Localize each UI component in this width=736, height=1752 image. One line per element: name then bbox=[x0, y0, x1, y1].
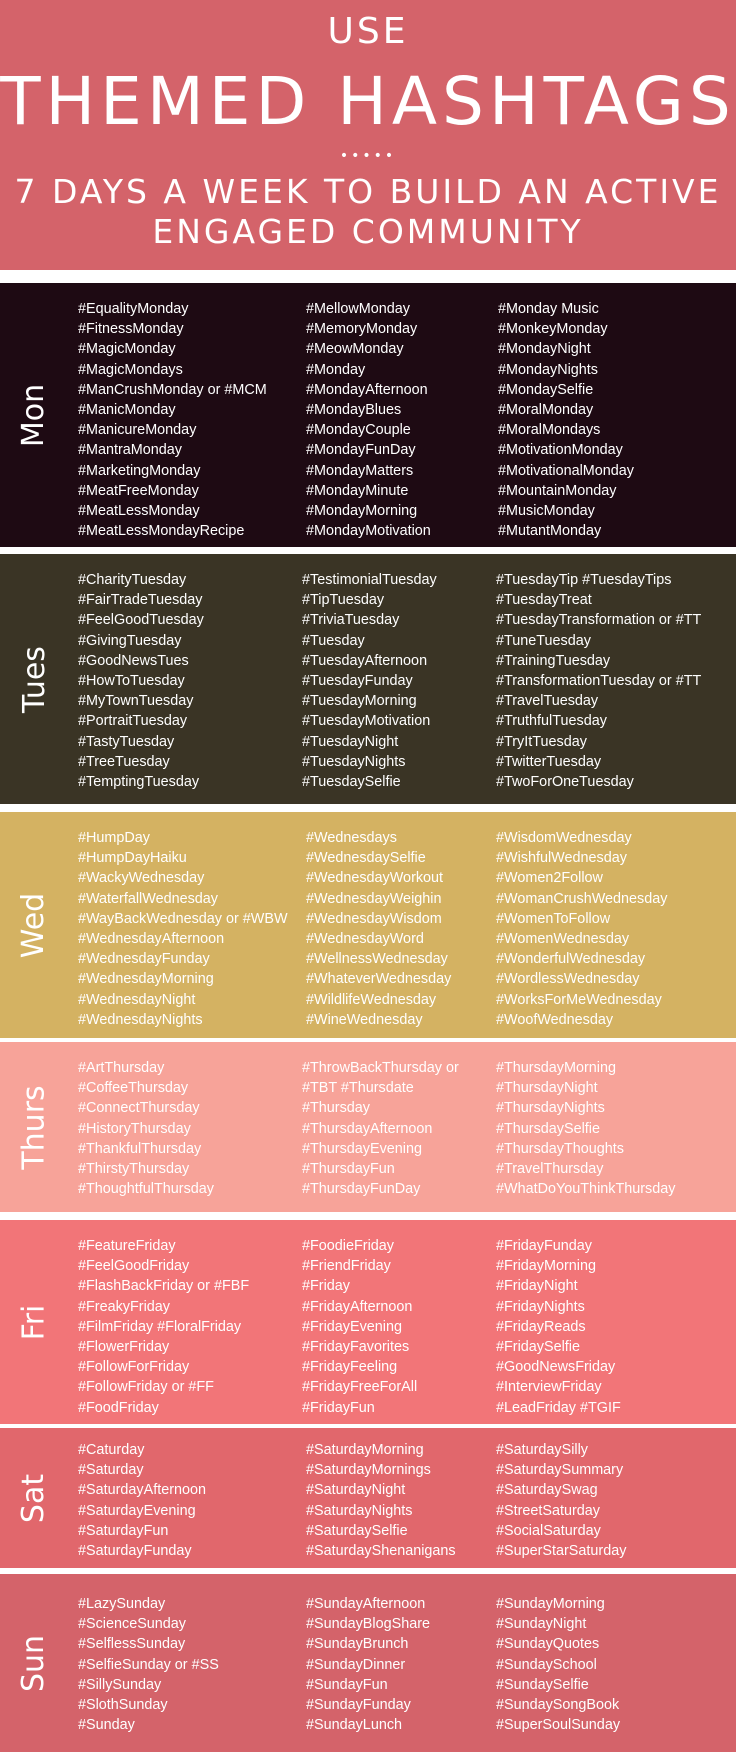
hashtag-item: #Tuesday bbox=[302, 632, 365, 649]
hashtag-item: #MondayBlues bbox=[306, 402, 402, 419]
day-section-thurs bbox=[0, 1042, 736, 1212]
hashtag-item: #ScienceSunday bbox=[78, 1616, 187, 1633]
hashtag-item: #SaturdayMornings bbox=[306, 1462, 431, 1479]
day-section-mon bbox=[0, 283, 736, 547]
hashtag-item: #TemptingTuesday bbox=[78, 774, 200, 791]
hashtag-item: #TrainingTuesday bbox=[496, 652, 611, 669]
hashtag-item: #FridayEvening bbox=[302, 1318, 402, 1335]
hashtag-item: #SaturdaySelfie bbox=[306, 1522, 408, 1539]
hashtag-item: #FridayNights bbox=[496, 1298, 585, 1315]
hashtag-item: #PortraitTuesday bbox=[78, 713, 188, 730]
hashtag-item: #TwoForOneTuesday bbox=[496, 774, 634, 791]
header-banner bbox=[0, 0, 736, 270]
hashtag-item: #TuesdayMorning bbox=[302, 693, 417, 710]
hashtag-item: #ThursdaySelfie bbox=[496, 1120, 600, 1137]
hashtag-item: #FridayNight bbox=[496, 1278, 578, 1295]
hashtag-item: #SundayNight bbox=[496, 1616, 587, 1633]
hashtag-item: #TBT #Thursdate bbox=[302, 1080, 414, 1097]
hashtag-item: #WackyWednesday bbox=[78, 870, 205, 887]
hashtag-item: #ThrowBackThursday or bbox=[302, 1060, 459, 1076]
hashtag-item: #SelfieSunday or #SS bbox=[78, 1656, 219, 1673]
hashtag-item: #TipTuesday bbox=[302, 592, 385, 609]
day-section-wed bbox=[0, 812, 736, 1038]
hashtag-item: #Friday bbox=[302, 1278, 350, 1295]
hashtag-item: #WorksForMeWednesday bbox=[496, 991, 662, 1008]
hashtag-item: #WishfulWednesday bbox=[496, 850, 627, 867]
hashtag-item: #WomenWednesday bbox=[496, 931, 630, 948]
hashtag-item: #MondayFunDay bbox=[306, 442, 416, 459]
hashtag-item: #SundayBrunch bbox=[306, 1636, 409, 1653]
hashtag-item: #ThursdayNight bbox=[496, 1080, 598, 1097]
hashtag-item: #TuesdayTip #TuesdayTips bbox=[496, 572, 672, 588]
hashtag-item: #WaterfallWednesday bbox=[78, 890, 218, 907]
hashtag-item: #ThoughtfulThursday bbox=[78, 1181, 214, 1198]
hashtag-item: #ThirstyThursday bbox=[78, 1161, 190, 1178]
page-subtitle bbox=[0, 172, 736, 252]
hashtag-item: #WednesdayMorning bbox=[78, 971, 214, 988]
hashtag-item: #Women2Follow bbox=[496, 870, 603, 887]
hashtag-item: #FeelGoodFriday bbox=[78, 1258, 190, 1275]
hashtag-item: #FreakyFriday bbox=[78, 1298, 170, 1315]
hashtag-item: #FriendFriday bbox=[302, 1258, 391, 1275]
hashtag-column-3 bbox=[496, 1440, 626, 1561]
hashtag-column-2 bbox=[306, 299, 431, 541]
hashtag-item: #MagicMonday bbox=[78, 341, 176, 358]
hashtag-item: #Thursday bbox=[302, 1100, 370, 1117]
day-label: Wed bbox=[16, 892, 52, 958]
hashtag-item: #FollowForFriday bbox=[78, 1359, 190, 1376]
hashtag-item: #WildlifeWednesday bbox=[306, 991, 437, 1008]
hashtag-item: #WednesdayNight bbox=[78, 991, 196, 1008]
hashtag-item: #ManCrushMonday or #MCM bbox=[78, 381, 267, 398]
hashtag-item: #FridayMorning bbox=[496, 1258, 596, 1275]
hashtag-item: #StreetSaturday bbox=[496, 1502, 600, 1519]
hashtag-item: #WednesdaySelfie bbox=[306, 850, 426, 867]
hashtag-item: #TestimonialTuesday bbox=[302, 572, 437, 588]
hashtag-item: #TreeTuesday bbox=[78, 753, 170, 770]
hashtag-item: #TwitterTuesday bbox=[496, 753, 602, 770]
hashtag-item: #InterviewFriday bbox=[496, 1379, 602, 1396]
hashtag-item: #SaturdayEvening bbox=[78, 1502, 196, 1519]
hashtag-item: #CoffeeThursday bbox=[78, 1080, 189, 1097]
hashtag-item: #MotivationMonday bbox=[498, 442, 623, 459]
hashtag-item: #ManicureMonday bbox=[78, 422, 197, 439]
hashtag-item: #MoralMonday bbox=[498, 402, 594, 419]
hashtag-item: #MyTownTuesday bbox=[78, 693, 194, 710]
hashtag-item: #WineWednesday bbox=[306, 1011, 423, 1028]
hashtag-item: #FridayFreeForAll bbox=[302, 1379, 418, 1396]
hashtag-item: #SocialSaturday bbox=[496, 1522, 601, 1539]
hashtag-column-2 bbox=[306, 828, 451, 1030]
hashtag-item: #TuesdayTransformation or #TT bbox=[496, 612, 702, 629]
hashtag-column-1 bbox=[78, 299, 267, 541]
hashtag-item: #SundayFunday bbox=[306, 1697, 411, 1714]
hashtag-item: #SundaySchool bbox=[496, 1656, 597, 1673]
hashtag-item: #Sunday bbox=[78, 1717, 135, 1734]
hashtag-item: #FridayFunday bbox=[496, 1238, 592, 1254]
hashtag-item: #FoodieFriday bbox=[302, 1238, 394, 1254]
day-label: Mon bbox=[16, 383, 52, 447]
hashtag-item: #MondayNights bbox=[498, 361, 598, 378]
hashtag-item: #SaturdayFun bbox=[78, 1522, 169, 1539]
hashtag-item: #MagicMondays bbox=[78, 361, 183, 378]
hashtag-item: #FeatureFriday bbox=[78, 1238, 176, 1254]
hashtag-column-3 bbox=[498, 299, 634, 541]
day-label: Tues bbox=[16, 645, 52, 713]
hashtag-item: #FridayFeeling bbox=[302, 1359, 398, 1376]
hashtag-item: #SaturdayFunday bbox=[78, 1543, 192, 1560]
hashtag-item: #Saturday bbox=[78, 1462, 144, 1479]
hashtag-column-3 bbox=[496, 570, 701, 792]
hashtag-item: #WednesdayWeighin bbox=[306, 890, 442, 907]
hashtag-item: #HumpDayHaiku bbox=[78, 850, 187, 867]
hashtag-item: #TryItTuesday bbox=[496, 733, 587, 750]
hashtag-item: #SaturdaySilly bbox=[496, 1442, 588, 1458]
hashtag-item: #TuesdayMotivation bbox=[302, 713, 431, 730]
hashtag-column-2 bbox=[306, 1594, 430, 1735]
dots-divider: ••••• bbox=[339, 148, 397, 164]
hashtag-item: #TuesdayTreat bbox=[496, 592, 592, 609]
hashtag-item: #FitnessMonday bbox=[78, 321, 184, 338]
hashtag-column-2 bbox=[302, 1058, 459, 1199]
subtitle-line-1: 7 DAYS A WEEK TO BUILD AN ACTIVE bbox=[14, 172, 722, 211]
hashtag-item: #WisdomWednesday bbox=[496, 830, 632, 846]
hashtag-item: #MondayCouple bbox=[306, 422, 411, 439]
hashtag-item: #MondayMinute bbox=[306, 482, 409, 499]
day-label: Thurs bbox=[16, 1084, 52, 1170]
hashtag-item: #EqualityMonday bbox=[78, 301, 189, 317]
hashtag-item: #SundayFun bbox=[306, 1676, 388, 1693]
hashtag-item: #SuperSoulSunday bbox=[496, 1717, 621, 1734]
hashtag-column-3 bbox=[496, 1236, 621, 1418]
header-use: USE bbox=[327, 11, 409, 52]
hashtag-item: #TuneTuesday bbox=[496, 632, 591, 649]
hashtag-item: #FridayAfternoon bbox=[302, 1298, 413, 1315]
hashtag-item: #TuesdayNights bbox=[302, 753, 406, 770]
hashtag-item: #WayBackWednesday or #WBW bbox=[78, 910, 288, 927]
hashtag-item: #SillySunday bbox=[78, 1676, 162, 1693]
hashtag-item: #TruthfulTuesday bbox=[496, 713, 607, 730]
hashtag-item: #WednesdayFunday bbox=[78, 951, 210, 968]
hashtag-item: #SundayBlogShare bbox=[306, 1616, 431, 1633]
hashtag-item: #MountainMonday bbox=[498, 482, 617, 499]
hashtag-item: #FeelGoodTuesday bbox=[78, 612, 204, 629]
hashtag-item: #TransformationTuesday or #TT bbox=[496, 673, 702, 690]
hashtag-item: #MeatLessMondayRecipe bbox=[78, 523, 245, 540]
hashtag-item: #MondaySelfie bbox=[498, 381, 594, 398]
hashtag-column-1 bbox=[78, 1058, 214, 1199]
hashtag-item: #HumpDay bbox=[78, 830, 150, 846]
hashtag-item: #TravelThursday bbox=[496, 1161, 604, 1178]
day-label: Fri bbox=[16, 1304, 52, 1340]
day-section-sun bbox=[0, 1574, 736, 1752]
hashtag-column-1 bbox=[78, 1594, 219, 1735]
hashtag-item: #WednesdayWisdom bbox=[306, 910, 442, 927]
hashtag-item: #FairTradeTuesday bbox=[78, 592, 203, 609]
day-section-sat bbox=[0, 1428, 736, 1568]
hashtag-item: #SundayAfternoon bbox=[306, 1596, 426, 1612]
hashtag-item: #TuesdaySelfie bbox=[302, 774, 401, 791]
hashtag-item: #MellowMonday bbox=[306, 301, 410, 317]
hashtag-column-3 bbox=[496, 1058, 675, 1199]
hashtag-column-1 bbox=[78, 570, 204, 792]
hashtag-item: #FlashBackFriday or #FBF bbox=[78, 1278, 250, 1295]
hashtag-item: #WomanCrushWednesday bbox=[496, 890, 668, 907]
hashtag-item: #ThursdayAfternoon bbox=[302, 1120, 433, 1137]
hashtag-item: #Monday bbox=[306, 361, 366, 378]
hashtag-item: #TastyTuesday bbox=[78, 733, 175, 750]
hashtag-column-1 bbox=[78, 1440, 206, 1561]
hashtag-item: #SaturdaySummary bbox=[496, 1462, 624, 1479]
hashtag-item: #ThursdayMorning bbox=[496, 1060, 616, 1076]
hashtag-item: #MeowMonday bbox=[306, 341, 404, 358]
hashtag-item: #MotivationalMonday bbox=[498, 462, 634, 479]
hashtag-item: #ConnectThursday bbox=[78, 1100, 200, 1117]
hashtag-item: #WonderfulWednesday bbox=[496, 951, 646, 968]
hashtag-item: #WednesdayAfternoon bbox=[78, 931, 225, 948]
hashtag-item: #SundayLunch bbox=[306, 1717, 403, 1734]
hashtag-item: #FilmFriday #FloralFriday bbox=[78, 1318, 242, 1335]
hashtag-item: #WhatDoYouThinkThursday bbox=[496, 1181, 676, 1198]
hashtag-item: #WomenToFollow bbox=[496, 910, 611, 927]
hashtag-item: #WednesdayWorkout bbox=[306, 870, 444, 887]
hashtag-item: #SundayDinner bbox=[306, 1656, 406, 1673]
hashtag-item: #FridayFun bbox=[302, 1399, 375, 1416]
hashtag-item: #MondayMatters bbox=[306, 462, 414, 479]
hashtag-item: #SlothSunday bbox=[78, 1697, 168, 1714]
hashtag-item: #SundaySelfie bbox=[496, 1676, 589, 1693]
hashtag-item: #GivingTuesday bbox=[78, 632, 182, 649]
hashtag-item: #FridaySelfie bbox=[496, 1339, 580, 1356]
hashtag-item: #Wednesdays bbox=[306, 830, 397, 846]
hashtag-item: #SelflessSunday bbox=[78, 1636, 186, 1653]
hashtag-column-1 bbox=[78, 1236, 249, 1418]
hashtag-item: #SaturdayNights bbox=[306, 1502, 413, 1519]
hashtag-column-2 bbox=[302, 1236, 417, 1418]
hashtag-item: #HistoryThursday bbox=[78, 1120, 191, 1137]
day-section-fri bbox=[0, 1220, 736, 1424]
hashtag-column-3 bbox=[496, 828, 667, 1030]
hashtag-item: #WednesdayWord bbox=[306, 931, 424, 948]
hashtag-item: #ThursdayEvening bbox=[302, 1140, 422, 1157]
hashtag-item: #ThursdayThoughts bbox=[496, 1140, 624, 1157]
hashtag-item: #ThursdayFunDay bbox=[302, 1181, 421, 1198]
hashtag-column-1 bbox=[78, 828, 288, 1030]
hashtag-item: #SaturdayAfternoon bbox=[78, 1482, 207, 1499]
hashtag-item: #FoodFriday bbox=[78, 1399, 159, 1416]
hashtag-column-2 bbox=[306, 1440, 456, 1561]
hashtag-item: #CharityTuesday bbox=[78, 572, 187, 588]
hashtag-item: #MeatFreeMonday bbox=[78, 482, 199, 499]
hashtag-item: #MantraMonday bbox=[78, 442, 182, 459]
hashtag-item: #TuesdayFunday bbox=[302, 673, 413, 690]
hashtag-item: #GoodNewsFriday bbox=[496, 1359, 616, 1376]
hashtag-item: #SaturdayShenanigans bbox=[306, 1543, 456, 1560]
hashtag-item: #Caturday bbox=[78, 1442, 145, 1458]
day-label: Sun bbox=[16, 1634, 52, 1692]
hashtag-item: #SundayMorning bbox=[496, 1596, 605, 1612]
hashtag-column-2 bbox=[302, 570, 437, 792]
hashtag-item: #TravelTuesday bbox=[496, 693, 599, 710]
hashtag-item: #FlowerFriday bbox=[78, 1339, 170, 1356]
hashtag-item: #SundayQuotes bbox=[496, 1636, 600, 1653]
hashtag-item: #LazySunday bbox=[78, 1596, 166, 1612]
hashtag-item: #WoofWednesday bbox=[496, 1011, 614, 1028]
hashtag-item: #ThursdayFun bbox=[302, 1161, 395, 1178]
hashtag-item: #SaturdaySwag bbox=[496, 1482, 598, 1499]
hashtag-item: #LeadFriday #TGIF bbox=[496, 1399, 621, 1416]
hashtag-item: #TuesdayNight bbox=[302, 733, 399, 750]
hashtag-item: #WellnessWednesday bbox=[306, 951, 448, 968]
hashtag-item: #SaturdayMorning bbox=[306, 1442, 424, 1458]
subtitle-line-2: ENGAGED COMMUNITY bbox=[152, 212, 584, 251]
hashtag-item: #ThursdayNights bbox=[496, 1100, 605, 1117]
hashtag-column-3 bbox=[496, 1594, 620, 1735]
hashtag-item: #MutantMonday bbox=[498, 523, 602, 540]
hashtag-item: #MemoryMonday bbox=[306, 321, 418, 338]
hashtag-item: #MonkeyMonday bbox=[498, 321, 608, 338]
hashtag-item: #SundaySongBook bbox=[496, 1697, 620, 1714]
hashtag-item: #MondayNight bbox=[498, 341, 591, 358]
hashtag-item: #WordlessWednesday bbox=[496, 971, 640, 988]
hashtag-item: #FridayFavorites bbox=[302, 1339, 410, 1356]
hashtag-item: #MoralMondays bbox=[498, 422, 601, 439]
hashtag-item: #TriviaTuesday bbox=[302, 612, 400, 629]
hashtag-item: #FollowFriday or #FF bbox=[78, 1379, 214, 1396]
hashtag-item: #MarketingMonday bbox=[78, 462, 201, 479]
hashtag-item: #HowToTuesday bbox=[78, 673, 185, 690]
hashtag-item: #MondayMotivation bbox=[306, 523, 431, 540]
hashtag-item: #WhateverWednesday bbox=[306, 971, 452, 988]
hashtag-item: #FridayReads bbox=[496, 1318, 586, 1335]
hashtag-item: #TuesdayAfternoon bbox=[302, 652, 428, 669]
hashtag-item: #MusicMonday bbox=[498, 503, 595, 520]
hashtag-item: #MondayAfternoon bbox=[306, 381, 428, 398]
hashtag-item: #Monday Music bbox=[498, 301, 599, 317]
hashtag-item: #MeatLessMonday bbox=[78, 503, 200, 520]
hashtag-item: #WednesdayNights bbox=[78, 1011, 203, 1028]
hashtag-item: #SaturdayNight bbox=[306, 1482, 406, 1499]
hashtag-item: #ManicMonday bbox=[78, 402, 176, 419]
hashtag-item: #ArtThursday bbox=[78, 1060, 165, 1076]
hashtag-item: #SuperStarSaturday bbox=[496, 1543, 627, 1560]
day-label: Sat bbox=[16, 1473, 52, 1523]
day-section-tues bbox=[0, 554, 736, 804]
hashtag-item: #ThankfulThursday bbox=[78, 1140, 202, 1157]
hashtag-item: #GoodNewsTues bbox=[78, 652, 189, 669]
page-title: THEMED HASHTAGS bbox=[0, 63, 736, 140]
hashtag-item: #MondayMorning bbox=[306, 503, 418, 520]
